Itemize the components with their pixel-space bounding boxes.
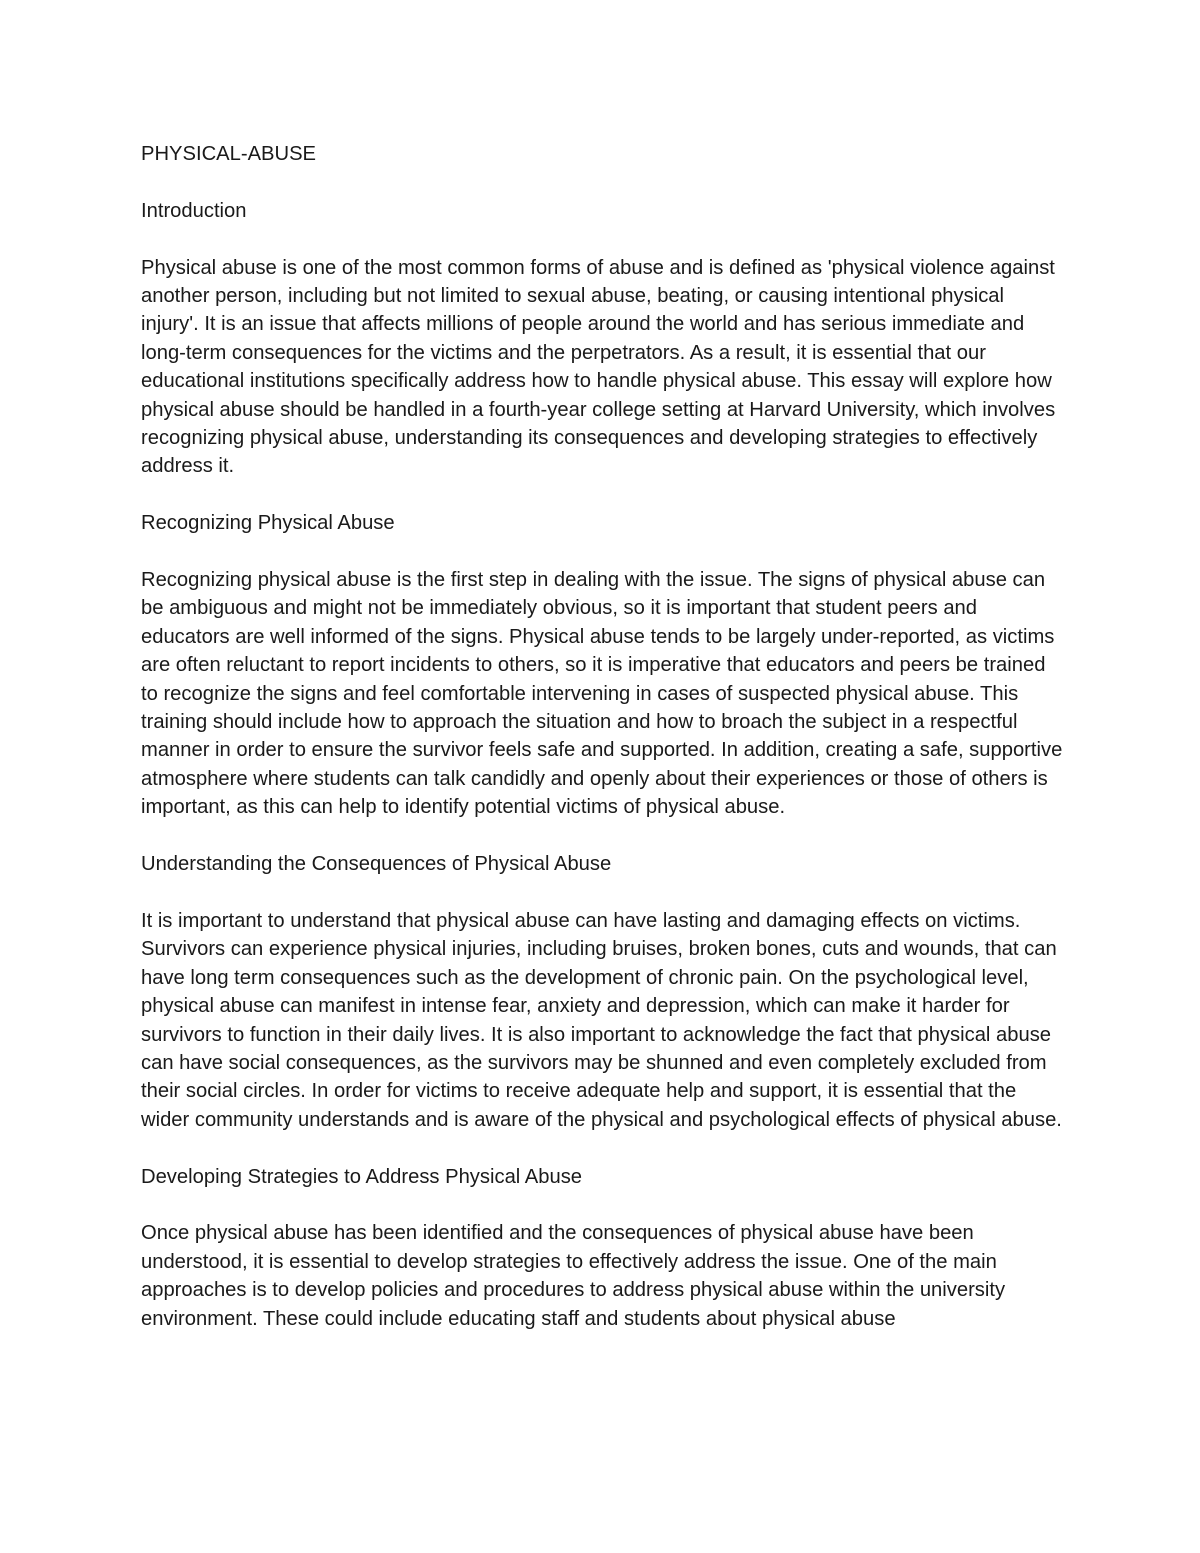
section-body-strategies: Once physical abuse has been identified and the consequences of physical abuse have been understood, it is essential to develop strategies to effectively address the issue. One of the main approaches is to develop policies and procedures to address physical abuse within the university environment. These could include educating staff and students about physical abuse bbox=[141, 1222, 1006, 1330]
document-body bbox=[141, 140, 1066, 1361]
section-heading-introduction: Introduction bbox=[141, 199, 247, 222]
section-body-consequences: It is important to understand that physical abuse can have lasting and damaging effects on victims. Survivors can experience physical injuries, including bruises, broken bones, cuts and wounds, that can have long term consequences such as the development of chronic pain. On the psychological level, physical abuse can manifest in intense fear, anxiety and depression, which can make it harder for survivors to function in their daily lives. It is also important to acknowledge the fact that physical abuse can have social consequences, as the survivors may be shunned and even completely excluded from their social circles. In order for victims to receive adequate help and support, it is essential that the wider community understands and is aware of the physical and psychological effects of physical abuse. bbox=[141, 909, 1062, 1131]
section-heading-strategies: Developing Strategies to Address Physical Abuse bbox=[141, 1165, 583, 1188]
section-heading-recognizing: Recognizing Physical Abuse bbox=[141, 512, 395, 535]
section-body-recognizing: Recognizing physical abuse is the first step in dealing with the issue. The signs of physical abuse can be ambiguous and might not be immediately obvious, so it is important that student peers and educators are well informed of the signs. Physical abuse tends to be largely under-reported, as victims are often reluctant to report incidents to others, so it is imperative that educators and peers be trained to recognize the signs and feel comfortable intervening in cases of suspected physical abuse. This training should include how to approach the situation and how to broach the subject in a respectful manner in order to ensure the survivor feels safe and supported. In addition, creating a safe, supportive atmosphere where students can talk candidly and openly about their experiences or those of others is important, as this can help to identify potential victims of physical abuse. bbox=[141, 569, 1063, 819]
document-title: PHYSICAL-ABUSE bbox=[141, 143, 317, 165]
section-heading-consequences: Understanding the Consequences of Physical Abuse bbox=[141, 853, 612, 876]
section-body-introduction: Physical abuse is one of the most common forms of abuse and is defined as 'physical violence against another person, including but not limited to sexual abuse, beating, or causing intentional physical injury'. It is an issue that affects millions of people around the world and has serious immediate and long-term consequences for the victims and the perpetrators. As a result, it is essential that our educational institutions specifically address how to handle physical abuse. This essay will explore how physical abuse should be handled in a fourth-year college setting at Harvard University, which involves recognizing physical abuse, understanding its consequences and developing strategies to effectively address it. bbox=[141, 256, 1056, 478]
